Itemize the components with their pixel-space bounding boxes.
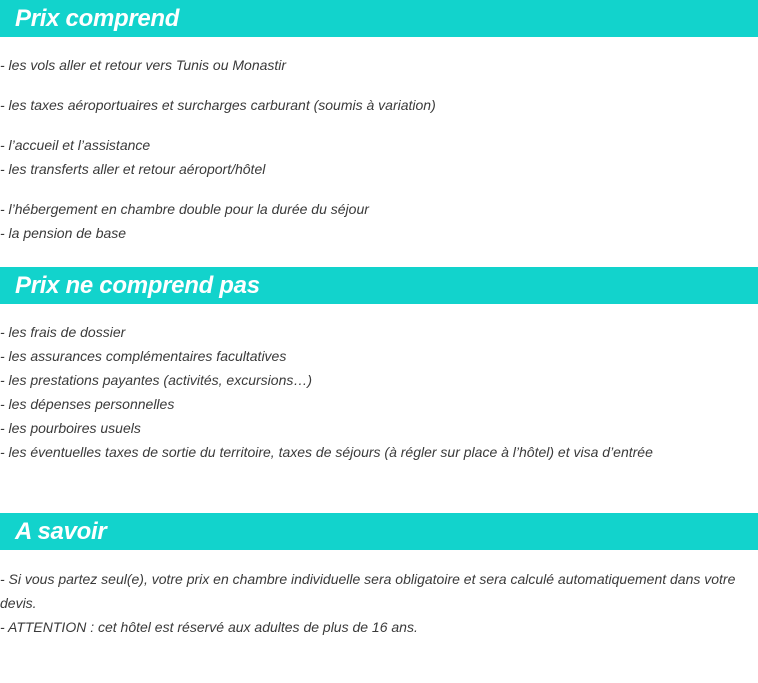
list-item: - les pourboires usuels bbox=[0, 420, 141, 436]
paragraph bbox=[0, 53, 750, 77]
list-item: - l’hébergement en chambre double pour la durée du séjour bbox=[0, 201, 369, 217]
section-title: Prix comprend bbox=[15, 4, 180, 32]
list-item: - les dépenses personnelles bbox=[0, 396, 175, 412]
list-item: - les éventuelles taxes de sortie du territoire, taxes de séjours (à régler sur place à l’hôtel) et visa d’entrée bbox=[0, 444, 653, 460]
list-item: - les assurances complémentaires facultatives bbox=[0, 348, 287, 364]
section-body bbox=[0, 304, 758, 464]
list-item: - les frais de dossier bbox=[0, 324, 126, 340]
paragraph bbox=[0, 93, 750, 117]
section-title: Prix ne comprend pas bbox=[15, 271, 260, 299]
paragraph bbox=[0, 197, 750, 245]
list-item: - l’accueil et l’assistance bbox=[0, 137, 151, 153]
section-a-savoir bbox=[0, 513, 758, 639]
section-prix-comprend bbox=[0, 0, 758, 245]
list-item: - Si vous partez seul(e), votre prix en chambre individuelle sera obligatoire et sera calculé automatiquement dans votre devis. bbox=[0, 571, 736, 611]
section-body bbox=[0, 37, 758, 245]
paragraph bbox=[0, 567, 750, 639]
list-item: - les transferts aller et retour aéroport/hôtel bbox=[0, 161, 266, 177]
section-title: A savoir bbox=[15, 517, 107, 545]
section-header bbox=[0, 267, 758, 304]
paragraph bbox=[0, 320, 750, 464]
list-item: - les taxes aéroportuaires et surcharges carburant (soumis à variation) bbox=[0, 97, 436, 113]
list-item: - ATTENTION : cet hôtel est réservé aux adultes de plus de 16 ans. bbox=[0, 619, 418, 635]
section-header bbox=[0, 513, 758, 550]
list-item: - les prestations payantes (activités, excursions…) bbox=[0, 372, 313, 388]
section-header bbox=[0, 0, 758, 37]
section-prix-ne-comprend-pas bbox=[0, 267, 758, 464]
list-item: - la pension de base bbox=[0, 225, 127, 241]
list-item: - les vols aller et retour vers Tunis ou Monastir bbox=[0, 57, 287, 73]
paragraph bbox=[0, 133, 750, 181]
section-body bbox=[0, 550, 758, 639]
